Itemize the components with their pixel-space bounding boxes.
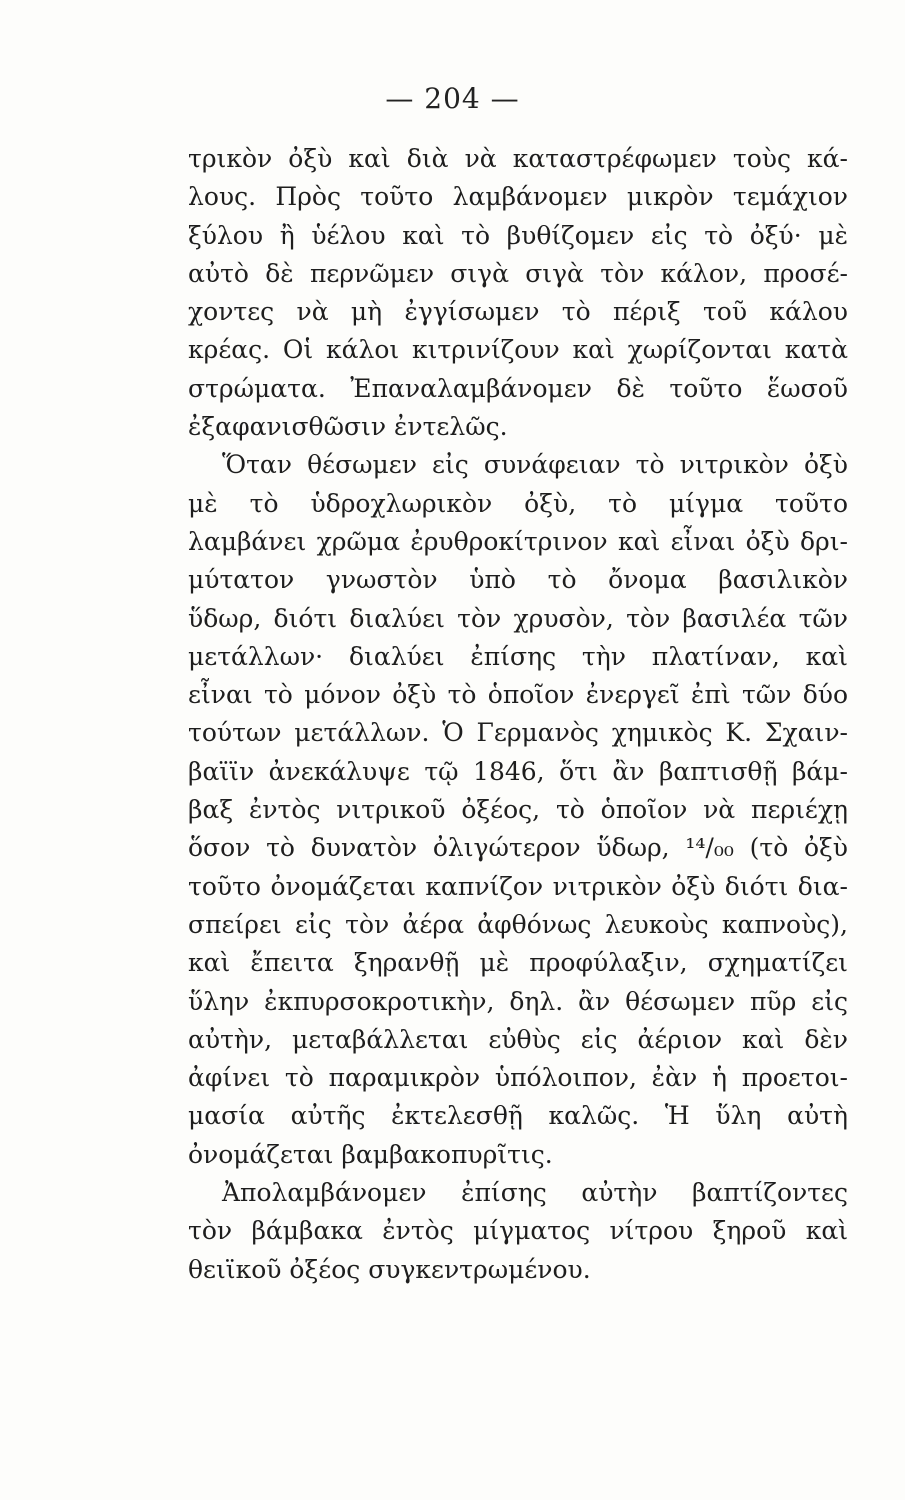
text-line: ἐξαφανισθῶσιν ἐντελῶς. bbox=[188, 412, 508, 442]
text-line: σπείρει εἰς τὸν ἀέρα ἀφθόνως λευκοὺς καπνοὺς), bbox=[188, 909, 848, 939]
text-line: ὅσον τὸ δυνατὸν ὀλιγώτερον ὕδωρ, ¹⁴/₀₀ (τὸ ὀξὺ bbox=[188, 833, 848, 863]
text-line: ὀνομάζεται βαμβακοπυρῖτις. bbox=[188, 1139, 553, 1169]
text-line: τρικὸν ὀξὺ καὶ διὰ νὰ καταστρέφωμεν τοὺς κά- bbox=[188, 144, 848, 173]
text-line: καὶ ἔπειτα ξηρανθῇ μὲ προφύλαξιν, σχηματίζει bbox=[188, 948, 848, 978]
text-line: βαξ ἐντὸς νιτρικοῦ ὀξέος, τὸ ὁποῖον νὰ περιέχῃ bbox=[188, 795, 848, 825]
text-line: ξύλου ἢ ὑέλου καὶ τὸ βυθίζομεν εἰς τὸ ὀξύ· μὲ bbox=[188, 220, 848, 250]
text-line: χοντες νὰ μὴ ἐγγίσωμεν τὸ πέριξ τοῦ κάλου bbox=[188, 297, 848, 327]
text-line: στρώματα. Ἐπαναλαμβάνομεν δὲ τοῦτο ἕωσοῦ bbox=[188, 373, 848, 403]
text-line: μετάλλων· διαλύει ἐπίσης τὴν πλατίναν, καὶ bbox=[188, 641, 848, 671]
text-line: τούτων μετάλλων. Ὁ Γερμανὸς χημικὸς Κ. Σχαιν- bbox=[188, 718, 848, 748]
text-line: ὕδωρ, διότι διαλύει τὸν χρυσὸν, τὸν βασιλέα τῶν bbox=[188, 603, 848, 633]
text-line: Ἀπολαμβάνομεν ἐπίσης αὐτὴν βαπτίζοντες bbox=[222, 1178, 848, 1208]
text-line: τὸν βάμβακα ἐντὸς μίγματος νίτρου ξηροῦ καὶ bbox=[188, 1216, 848, 1246]
text-line: ὕλην ἐκπυρσοκροτικὴν, δηλ. ἂν θέσωμεν πῦρ εἰς bbox=[188, 986, 848, 1016]
text-line: αὐτὸ δὲ περνῶμεν σιγὰ σιγὰ τὸν κάλον, προσέ- bbox=[188, 258, 848, 288]
text-line: μὲ τὸ ὑδροχλωρικὸν ὀξὺ, τὸ μίγμα τοῦτο bbox=[188, 488, 848, 518]
text-line: τοῦτο ὀνομάζεται καπνίζον νιτρικὸν ὀξὺ διότι δια- bbox=[188, 871, 848, 901]
text-line: Ὅταν θέσωμεν εἰς συνάφειαν τὸ νιτρικὸν ὀξὺ bbox=[222, 450, 848, 480]
text-line: μασία αὐτῆς ἐκτελεσθῇ καλῶς. Ἡ ὕλη αὐτὴ bbox=[188, 1101, 848, 1131]
text-line: λαμβάνει χρῶμα ἐρυθροκίτρινον καὶ εἶναι ὀξὺ δρι- bbox=[188, 526, 848, 556]
text-line: θειϊκοῦ ὀξέος συγκεντρωμένου. bbox=[188, 1254, 591, 1284]
text-line: κρέας. Οἱ κάλοι κιτρινίζουν καὶ χωρίζονται κατὰ bbox=[188, 335, 848, 365]
text-line: ἀφίνει τὸ παραμικρὸν ὑπόλοιπον, ἐὰν ἡ προετοι- bbox=[188, 1063, 848, 1093]
text-line: αὐτὴν, μεταβάλλεται εὐθὺς εἰς ἀέριον καὶ δὲν bbox=[188, 1024, 848, 1054]
text-line: βαϊϊν ἀνεκάλυψε τῷ 1846, ὅτι ἂν βαπτισθῇ βάμ- bbox=[188, 756, 848, 786]
text-line: μύτατον γνωστὸν ὑπὸ τὸ ὄνομα βασιλικὸν bbox=[188, 565, 848, 595]
body-text bbox=[188, 140, 848, 1289]
text-line: λους. Πρὸς τοῦτο λαμβάνομεν μικρὸν τεμάχιον bbox=[188, 182, 848, 212]
page-number-header: — 204 — bbox=[385, 82, 520, 115]
text-line: εἶναι τὸ μόνον ὀξὺ τὸ ὁποῖον ἐνεργεῖ ἐπὶ τῶν δύο bbox=[188, 680, 848, 710]
